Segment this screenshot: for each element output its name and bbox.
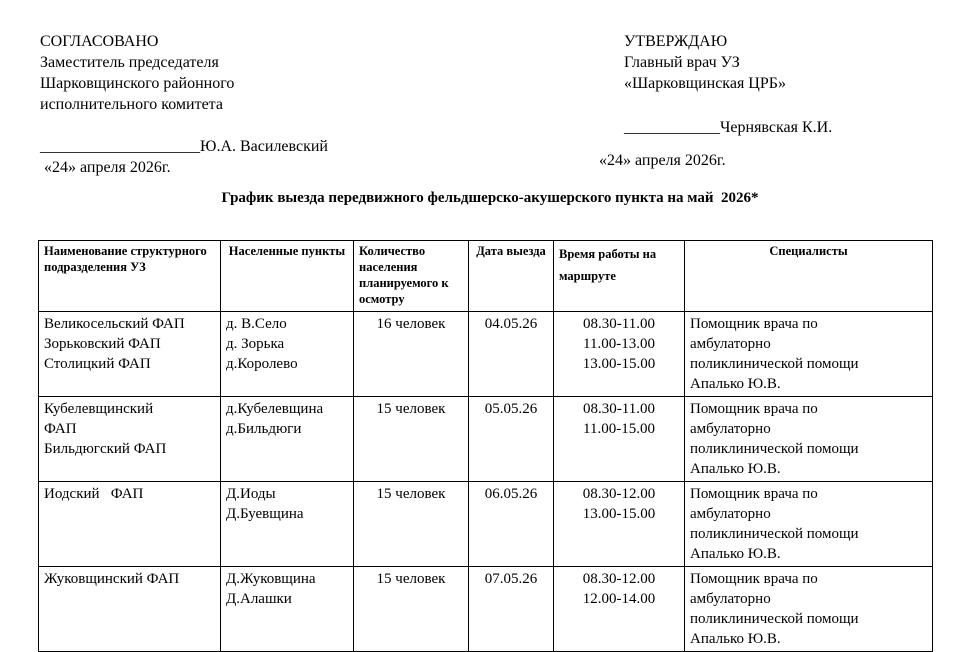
cell-unit-line: Великосельский ФАП xyxy=(44,316,185,332)
cell-times-line: 11.00-15.00 xyxy=(583,421,655,437)
cell-settlements-line: д.Кубелевщина xyxy=(226,401,324,417)
approval-date: «24» апреля 2026г. xyxy=(40,159,171,176)
cell-settlements-line: Д.Жуковщина xyxy=(226,571,316,587)
column-header-time: Время работы на маршруте xyxy=(554,241,685,312)
table-row xyxy=(39,397,933,482)
cell-specialist-line: поликлинической помощи xyxy=(690,356,859,372)
cell-times-line: 13.00-15.00 xyxy=(582,506,656,522)
cell-specialist-line: Помощник врача по xyxy=(690,316,818,332)
cell-settlements-line: д. В.Село xyxy=(226,316,287,332)
cell-times-line: 13.00-15.00 xyxy=(582,356,656,372)
approval-line: Главный врач УЗ xyxy=(624,54,740,71)
cell-settlements xyxy=(221,397,354,482)
approval-heading: УТВЕРЖДАЮ xyxy=(624,33,728,50)
approval-block-right xyxy=(599,31,833,171)
cell-specialist-line: амбулаторно xyxy=(690,336,771,352)
cell-population: 16 человек xyxy=(354,312,469,397)
cell-unit-line: Зорьковский ФАП xyxy=(44,336,161,352)
cell-specialist-line: поликлинической помощи xyxy=(690,526,859,542)
cell-times-line: 08.30-12.00 xyxy=(582,486,656,502)
cell-date: 06.05.26 xyxy=(469,482,554,567)
cell-times-line: 11.00-13.00 xyxy=(583,336,655,352)
approval-block-left xyxy=(40,31,328,178)
cell-times xyxy=(554,312,685,397)
cell-specialist-line: Апалько Ю.В. xyxy=(690,631,781,647)
column-header-specialists: Специалисты xyxy=(685,241,933,312)
cell-specialist-line: Апалько Ю.В. xyxy=(690,376,781,392)
cell-unit-line: Столицкий ФАП xyxy=(44,356,151,372)
cell-times-line: 08.30-11.00 xyxy=(583,316,655,332)
approval-signature: ____________________Ю.А. Василевский xyxy=(40,138,328,155)
cell-unit-line: ФАП xyxy=(44,421,77,437)
cell-settlements-line: д.Бильдюги xyxy=(226,421,302,437)
approval-line: Заместитель председателя xyxy=(40,54,219,71)
cell-settlements-line: Д.Алашки xyxy=(226,591,292,607)
cell-unit xyxy=(39,312,221,397)
cell-specialist xyxy=(685,397,933,482)
cell-times-line: 12.00-14.00 xyxy=(582,591,656,607)
schedule-table xyxy=(38,240,933,652)
cell-date: 07.05.26 xyxy=(469,567,554,652)
cell-settlements-line: Д.Иоды xyxy=(226,486,276,502)
cell-specialist-line: Помощник врача по xyxy=(690,571,818,587)
cell-unit xyxy=(39,397,221,482)
approval-line: исполнительного комитета xyxy=(40,96,223,113)
cell-settlements-line: Д.Буевщина xyxy=(226,506,304,522)
cell-population: 15 человек xyxy=(354,397,469,482)
column-header-unit: Наименование структурного подразделения УЗ xyxy=(39,241,221,312)
cell-specialist-line: Апалько Ю.В. xyxy=(690,461,781,477)
cell-unit-line: Кубелевщинский xyxy=(44,401,154,417)
approval-heading: СОГЛАСОВАНО xyxy=(40,33,159,50)
cell-date: 05.05.26 xyxy=(469,397,554,482)
cell-population: 15 человек xyxy=(354,482,469,567)
cell-specialist xyxy=(685,312,933,397)
cell-specialist xyxy=(685,482,933,567)
column-header-settlements: Населенные пункты xyxy=(221,241,354,312)
cell-specialist-line: Помощник врача по xyxy=(690,401,818,417)
cell-specialist-line: поликлинической помощи xyxy=(690,611,859,627)
cell-population: 15 человек xyxy=(354,567,469,652)
document-title: График выезда передвижного фельдшерско-акушерского пункта на май 2026* xyxy=(221,190,759,206)
column-header-population: Количество населения планируемого к осмотру xyxy=(354,241,469,312)
cell-date: 04.05.26 xyxy=(469,312,554,397)
cell-times xyxy=(554,482,685,567)
table-row xyxy=(39,482,933,567)
cell-unit xyxy=(39,482,221,567)
approval-date: «24» апреля 2026г. xyxy=(599,152,726,169)
cell-settlements-line: д. Зорька xyxy=(226,336,285,352)
cell-specialist-line: поликлинической помощи xyxy=(690,441,859,457)
approval-line: «Шарковщинская ЦРБ» xyxy=(624,75,786,92)
table-row xyxy=(39,312,933,397)
cell-times-line: 08.30-12.00 xyxy=(582,571,656,587)
table-header-row xyxy=(39,241,933,312)
cell-times-line: 08.30-11.00 xyxy=(583,401,655,417)
cell-unit-line: Жуковщинский ФАП xyxy=(44,571,180,587)
cell-specialist-line: амбулаторно xyxy=(690,506,771,522)
cell-times xyxy=(554,397,685,482)
approval-signature: ____________Чернявская К.И. xyxy=(624,119,833,136)
cell-specialist-line: Помощник врача по xyxy=(690,486,818,502)
cell-unit-line: Иодский ФАП xyxy=(44,486,144,502)
cell-settlements xyxy=(221,482,354,567)
approval-line: Шарковщинского районного xyxy=(40,75,235,92)
cell-specialist-line: амбулаторно xyxy=(690,421,771,437)
cell-unit-line: Бильдюгский ФАП xyxy=(44,441,167,457)
cell-specialist-line: амбулаторно xyxy=(690,591,771,607)
column-header-date: Дата выезда xyxy=(469,241,554,312)
cell-settlements xyxy=(221,312,354,397)
cell-specialist-line: Апалько Ю.В. xyxy=(690,546,781,562)
cell-settlements-line: д.Королево xyxy=(226,356,298,372)
